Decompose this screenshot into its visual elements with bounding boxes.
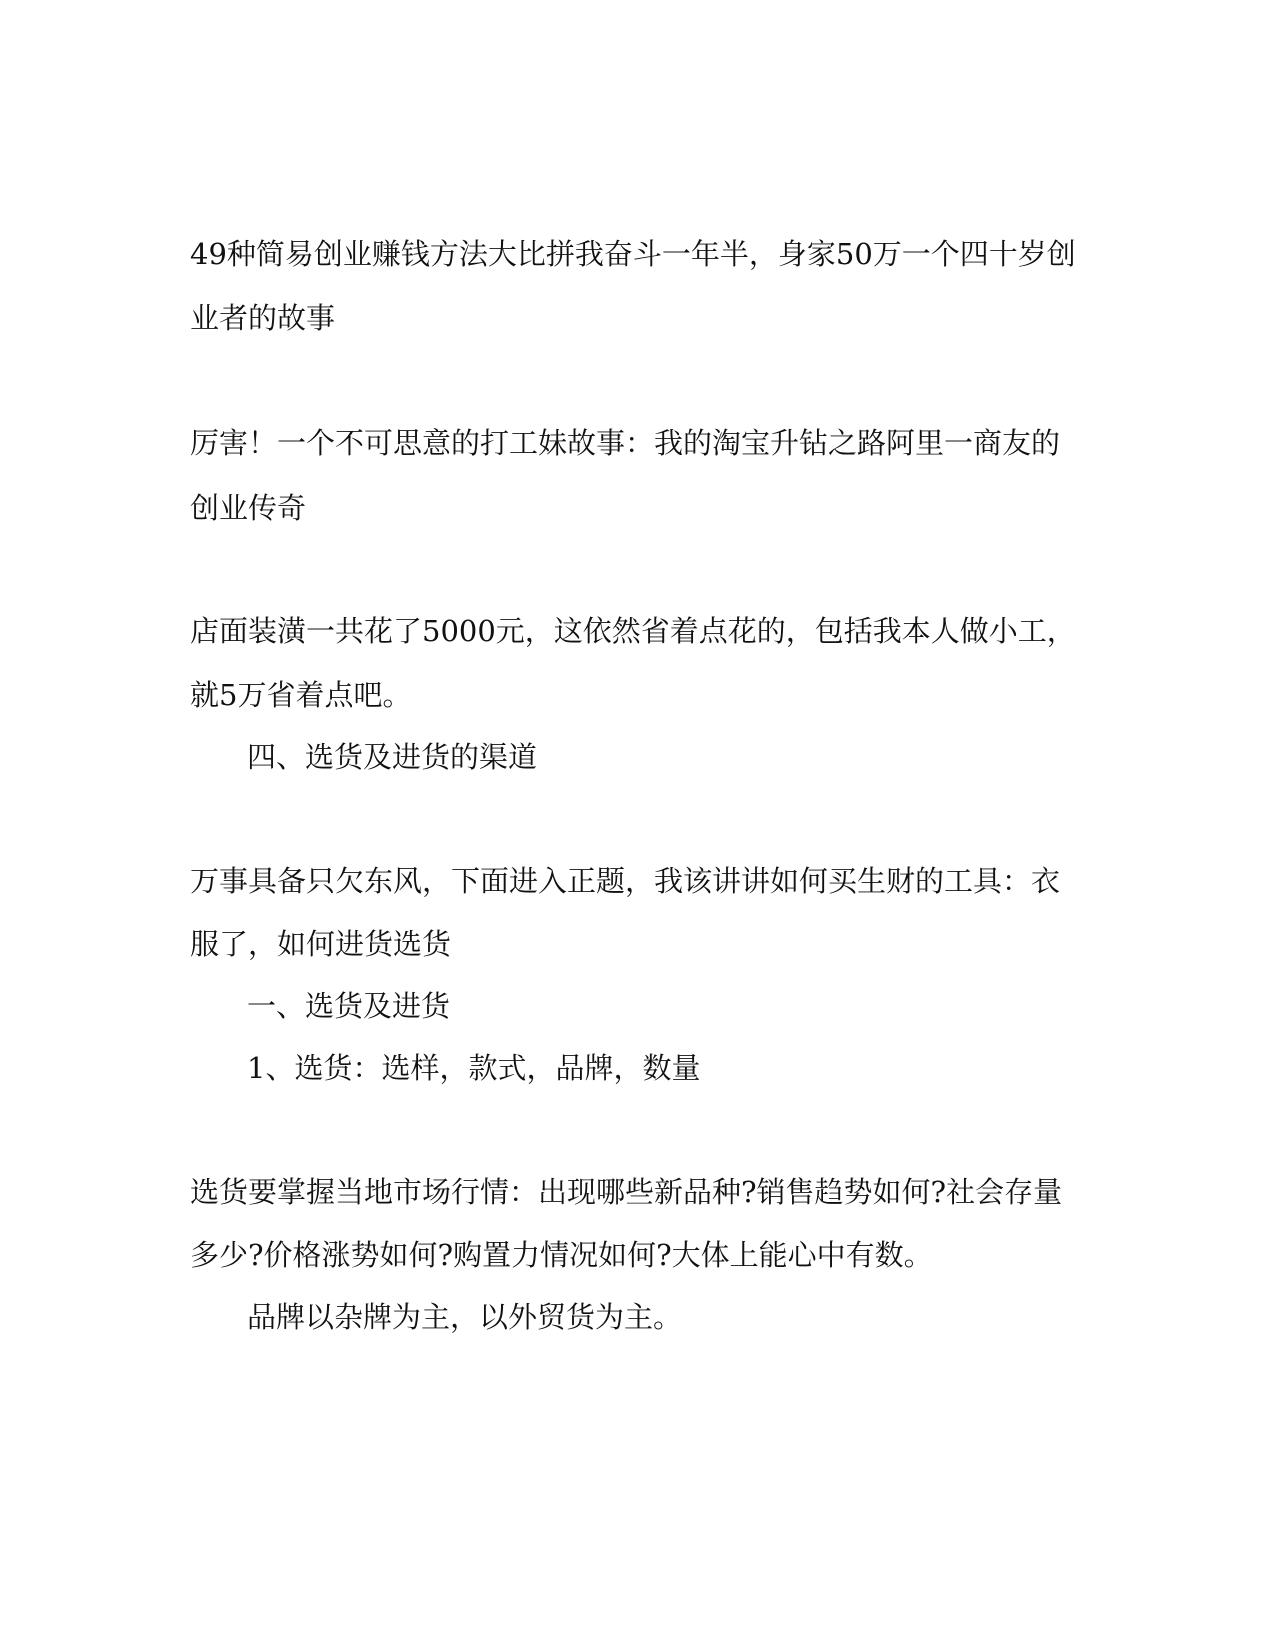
paragraph-line: 厉害！一个不可思意的打工妹故事：我的淘宝升钻之路阿里一商友的 <box>190 426 1061 460</box>
paragraph-line: 创业传奇 <box>190 491 307 525</box>
paragraph-line: 店面装潢一共花了5000元，这依然省着点花的，包括我本人做小工， <box>190 614 1076 648</box>
paragraph-line: 万事具备只欠东风，下面进入正题，我该讲讲如何买生财的工具：衣 <box>190 864 1061 898</box>
section-heading: 四、选货及进货的渠道 <box>247 740 538 774</box>
paragraph-line: 品牌以杂牌为主，以外贸货为主。 <box>247 1300 683 1334</box>
paragraph-line: 业者的故事 <box>190 301 336 335</box>
paragraph-line: 49种简易创业赚钱方法大比拼我奋斗一年半，身家50万一个四十岁创 <box>190 237 1076 271</box>
list-item: 1、选货：选样，款式，品牌，数量 <box>247 1051 701 1085</box>
paragraph-line: 选货要掌握当地市场行情：出现哪些新品种?销售趋势如何?社会存量 <box>190 1175 1063 1209</box>
paragraph-line: 就5万省着点吧。 <box>190 678 412 712</box>
paragraph-line: 多少?价格涨势如何?购置力情况如何?大体上能心中有数。 <box>190 1238 933 1272</box>
paragraph-line: 服了，如何进货选货 <box>190 927 452 961</box>
subsection-heading: 一、选货及进货 <box>247 989 451 1023</box>
